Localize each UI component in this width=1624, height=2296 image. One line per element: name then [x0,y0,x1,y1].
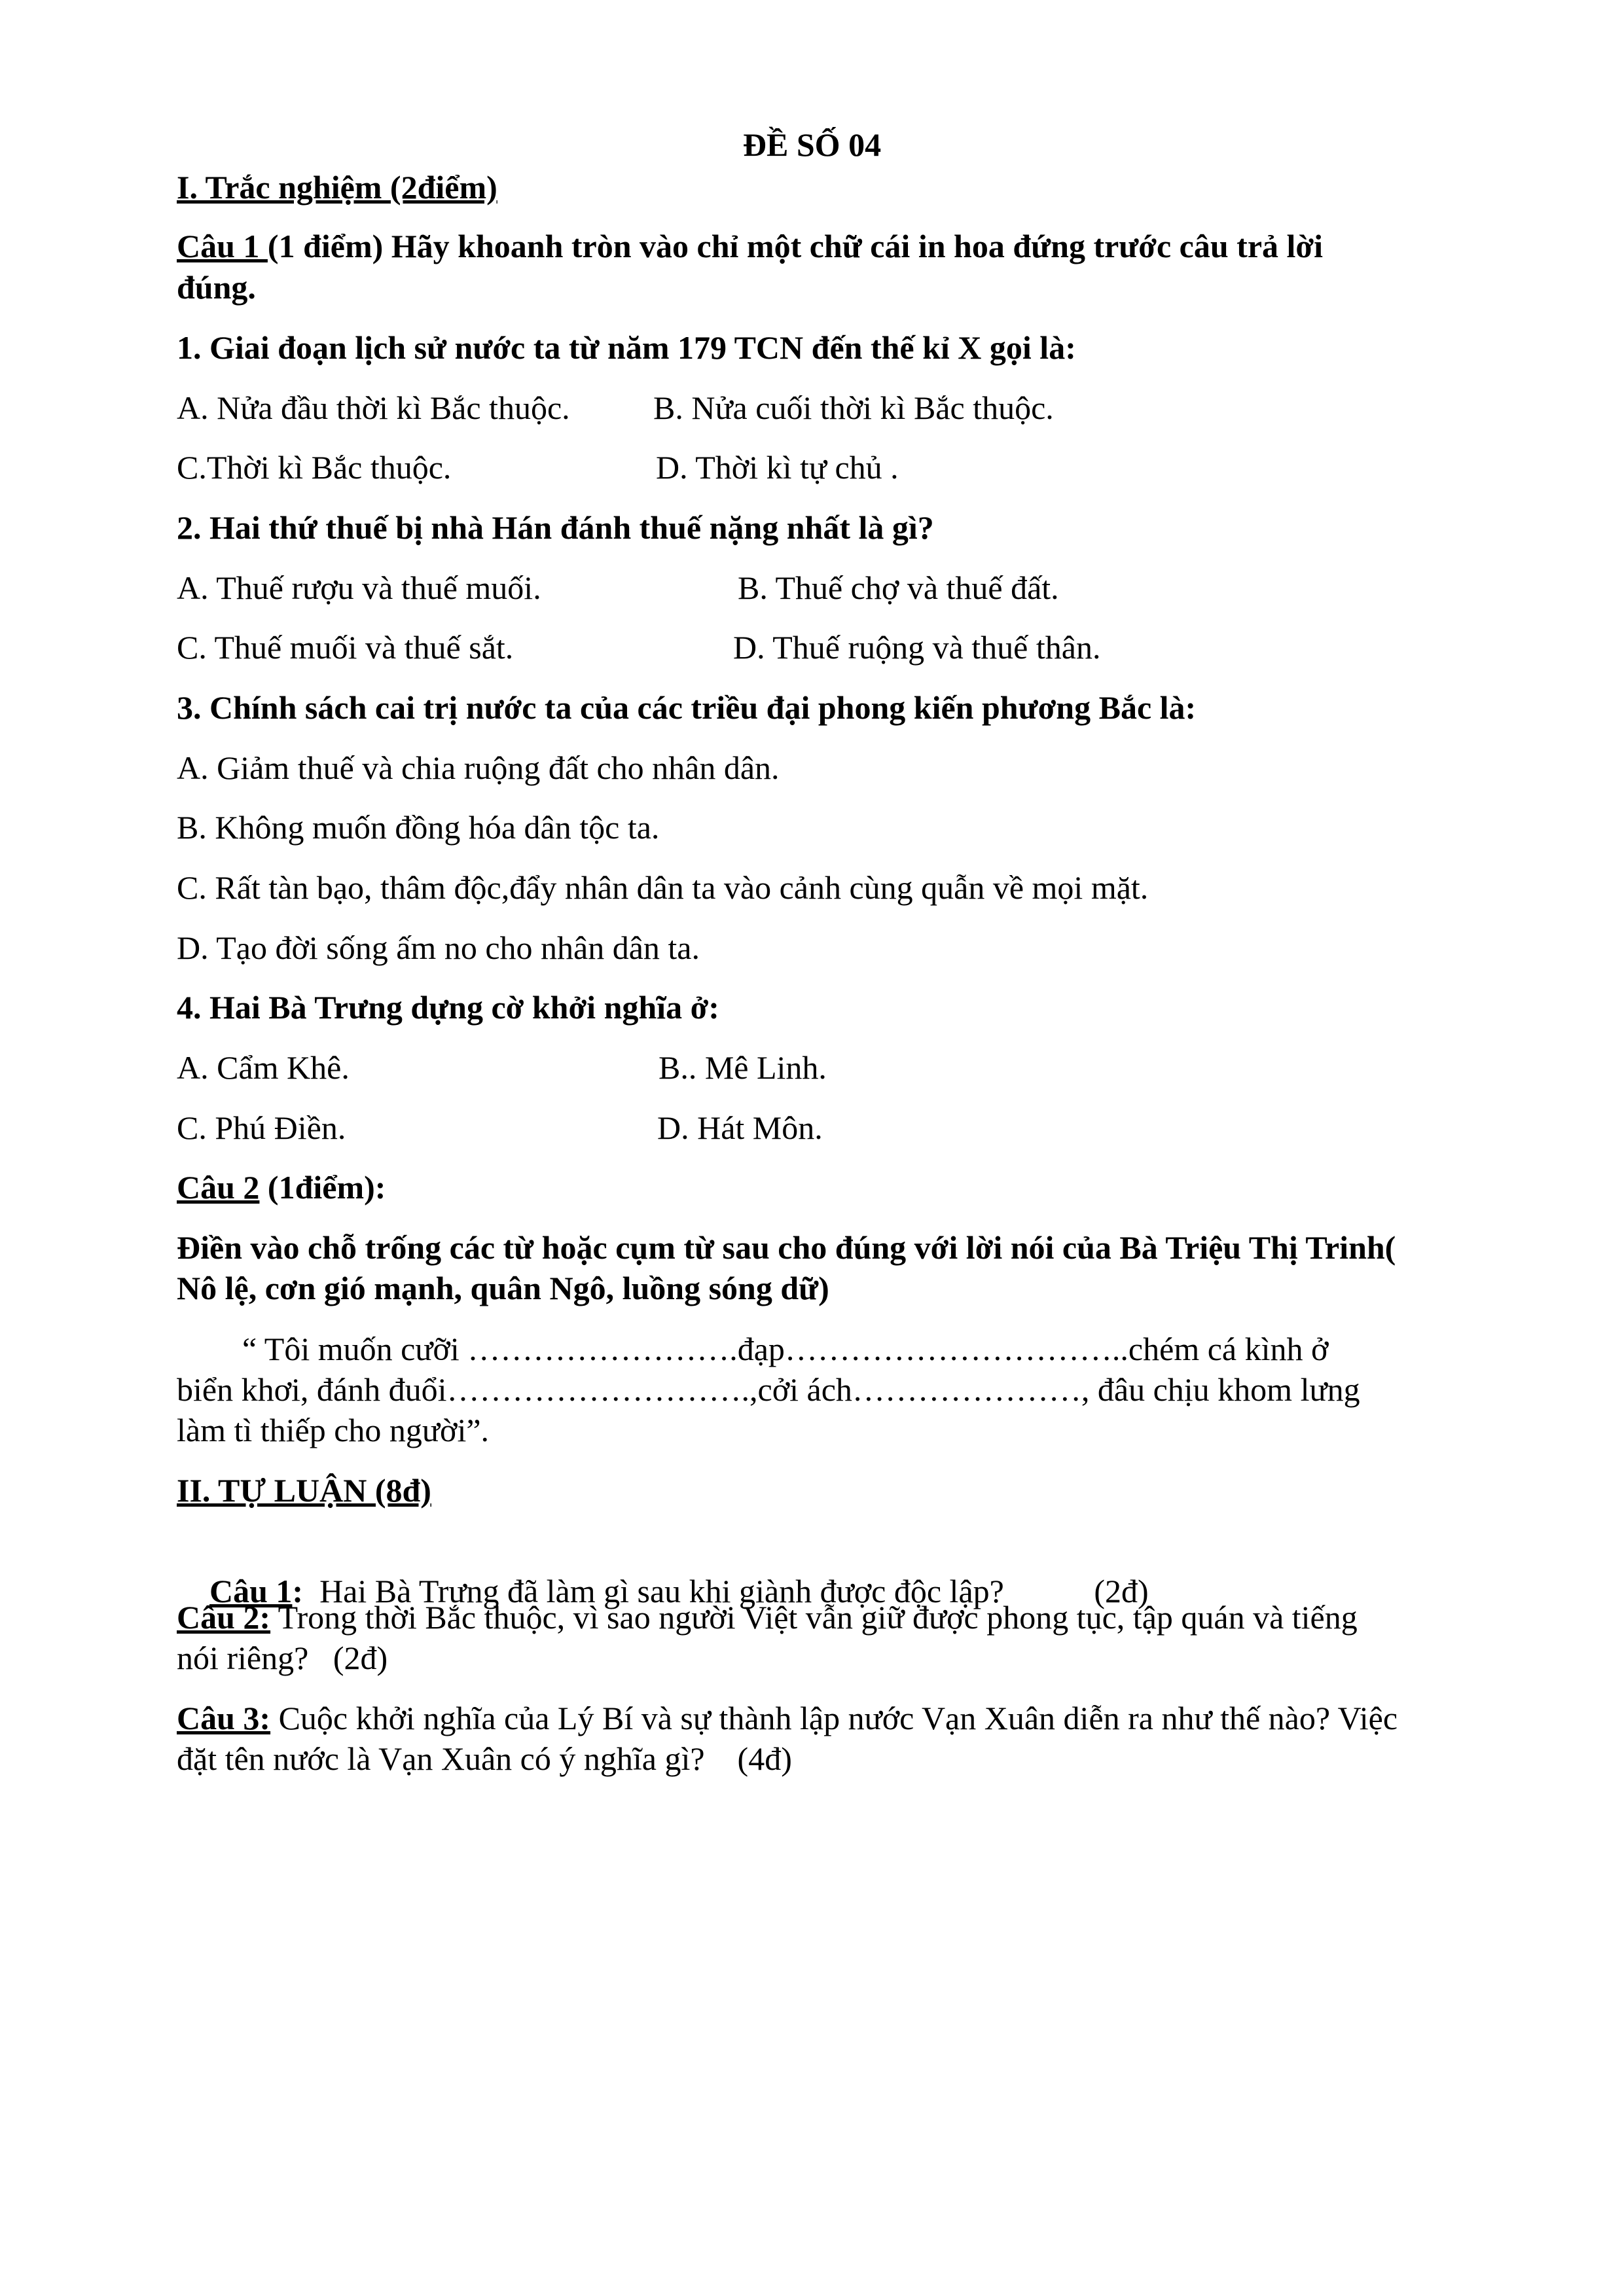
essay-q2-line2: nói riêng? (2đ) [177,1640,388,1676]
essay-q3-text: Cuộc khởi nghĩa của Lý Bí và sự thành lập nước Vạn Xuân diễn ra như thế nào? Việc [270,1700,1398,1736]
part1-heading: I. Trắc nghiệm (2điểm) [177,169,497,206]
item1-option-a: A. Nửa đầu thời kì Bắc thuộc. [177,389,570,426]
item1-option-c: C.Thời kì Bắc thuộc. [177,449,452,486]
item4-option-c: C. Phú Điền. [177,1109,346,1146]
item4-option-d: D. Hát Môn. [657,1109,823,1146]
exam-title: ĐỀ SỐ 04 [742,126,882,163]
item2-option-b: B. Thuế chợ và thuế đất. [738,569,1059,606]
q1-instruction-line2: đúng. [177,269,256,306]
essay-q3-label: Câu 3: [177,1700,271,1736]
q2-instruction-line1: Điền vào chỗ trống các từ hoặc cụm từ sau cho đúng với lời nói của Bà Triệu Thị Trinh( [177,1229,1396,1266]
item3-option-b: B. Không muốn đồng hóa dân tộc ta. [177,809,660,846]
essay-q3-line2: đặt tên nước là Vạn Xuân có ý nghĩa gì? (4đ) [177,1740,792,1777]
item3-option-a: A. Giảm thuế và chia ruộng đất cho nhân dân. [177,749,780,786]
essay-q1-text: Hai Bà Trưng đã làm gì sau khi giành được độc lập? (2đ) [303,1573,1149,1609]
item2-option-c: C. Thuế muối và thuế sắt. [177,629,514,666]
q2-quote-line2: biển khơi, đánh đuổi……………………….,cởi ách…………………, đâu chịu khom lưng [177,1371,1360,1408]
essay-q2-text: Trong thời Bắc thuộc, vì sao người Việt vẫn giữ được phong tục, tập quán và tiếng [270,1599,1358,1636]
part2-heading: II. TỰ LUẬN (8đ) [177,1472,431,1509]
essay-q3 [177,1698,1398,1738]
q1-instruction [177,226,1323,266]
item2-option-d: D. Thuế ruộng và thuế thân. [733,629,1101,666]
essay-q1-sep: : [292,1573,304,1609]
q2-instruction-line2: Nô lệ, cơn gió mạnh, quân Ngô, luồng sóng dữ) [177,1270,829,1306]
q2-quote-line1: “ Tôi muốn cưỡi …………………….đạp…………………………..chém cá kình ở [177,1331,1329,1367]
q1-label: Câu 1 [177,228,268,264]
q2-quote-line3: làm tì thiếp cho người”. [177,1412,490,1448]
item1-prompt: 1. Giai đoạn lịch sử nước ta từ năm 179 TCN đến thế kỉ X gọi là: [177,329,1076,366]
item1-option-b: B. Nửa cuối thời kì Bắc thuộc. [653,389,1054,426]
essay-q1-label: Câu 1 [209,1573,293,1609]
item3-prompt: 3. Chính sách cai trị nước ta của các triều đại phong kiến phương Bắc là: [177,689,1197,726]
q1-instruction-text: (1 điểm) Hãy khoanh tròn vào chỉ một chữ cái in hoa đứng trước câu trả lời [267,228,1323,264]
q2-heading [177,1167,386,1208]
item2-option-a: A. Thuế rượu và thuế muối. [177,569,541,606]
item4-option-b: B.. Mê Linh. [659,1049,827,1086]
essay-q2 [177,1597,1358,1638]
item3-option-d: D. Tạo đời sống ấm no cho nhân dân ta. [177,929,700,966]
item3-option-c: C. Rất tàn bạo, thâm độc,đẩy nhân dân ta vào cảnh cùng quẫn về mọi mặt. [177,869,1149,906]
item1-option-d: D. Thời kì tự chủ . [656,449,899,486]
q2-label: Câu 2 [177,1169,260,1206]
q2-points: (1điểm): [259,1169,386,1206]
item2-prompt: 2. Hai thứ thuế bị nhà Hán đánh thuế nặng nhất là gì? [177,509,934,546]
item4-option-a: A. Cẩm Khê. [177,1049,350,1086]
item4-prompt: 4. Hai Bà Trưng dựng cờ khởi nghĩa ở: [177,989,719,1026]
essay-q2-label: Câu 2: [177,1599,271,1636]
